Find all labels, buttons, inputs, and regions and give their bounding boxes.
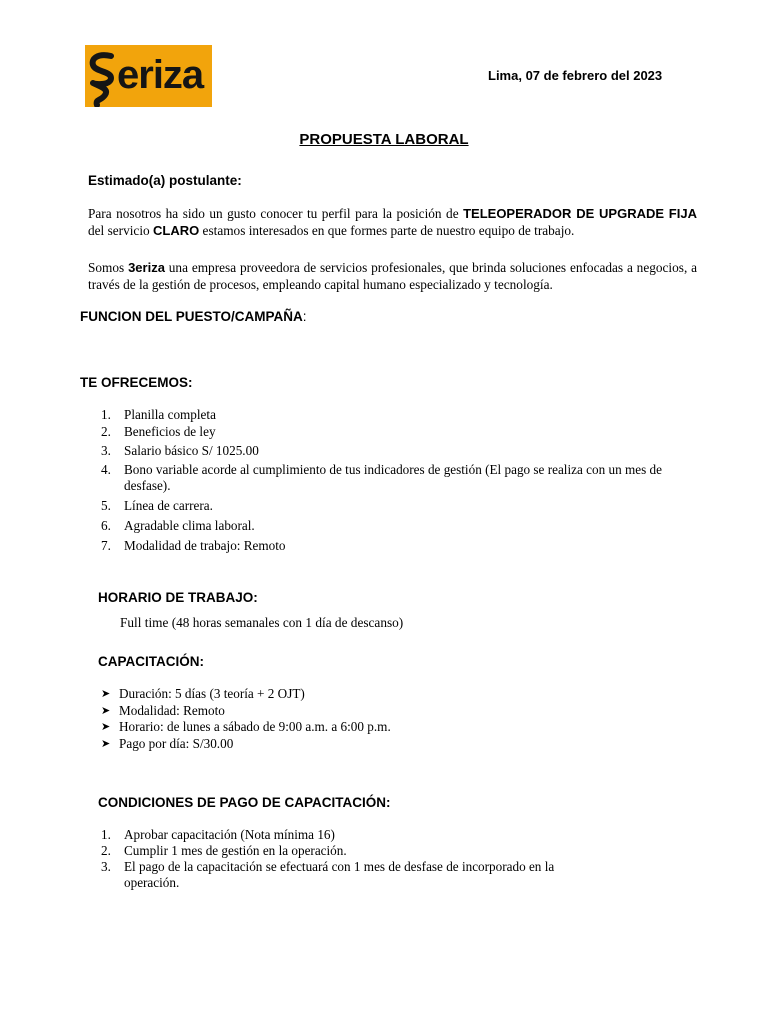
service-name: CLARO bbox=[153, 222, 200, 238]
greeting: Estimado(a) postulante: bbox=[88, 173, 242, 188]
logo-s-mark-icon bbox=[87, 45, 119, 107]
list-item: ➤ Horario: de lunes a sábado de 9:00 a.m. a 6:00 p.m. bbox=[101, 719, 391, 734]
intro-paragraph bbox=[88, 206, 697, 239]
benefits-list bbox=[88, 407, 698, 554]
about-paragraph bbox=[88, 260, 697, 293]
list-item: 3. Salario básico S/ 1025.00 bbox=[101, 443, 259, 458]
list-item: 3. El pago de la capacitación se efectuará con 1 mes de desfase de incorporado en la operación. bbox=[101, 859, 555, 890]
arrow-bullet-icon: ➤ bbox=[101, 688, 111, 700]
list-item: ➤ Duración: 5 días (3 teoría + 2 OJT) bbox=[101, 686, 305, 701]
funcion-heading-colon: : bbox=[302, 309, 307, 324]
list-item: 5. Línea de carrera. bbox=[101, 498, 213, 513]
arrow-bullet-icon: ➤ bbox=[101, 721, 111, 733]
list-item: 2. Cumplir 1 mes de gestión en la operación. bbox=[101, 843, 347, 858]
intro-text-2: del servicio bbox=[88, 222, 150, 238]
list-item: 6. Agradable clima laboral. bbox=[101, 518, 255, 533]
list-item: 1. Aprobar capacitación (Nota mínima 16) bbox=[101, 827, 335, 842]
list-item: ➤ Modalidad: Remoto bbox=[101, 702, 225, 718]
arrow-bullet-icon: ➤ bbox=[101, 737, 111, 750]
condiciones-heading: CONDICIONES DE PAGO DE CAPACITACIÓN: bbox=[98, 795, 391, 810]
horario-heading: HORARIO DE TRABAJO: bbox=[98, 590, 258, 605]
arrow-bullet-icon: ➤ bbox=[101, 704, 111, 717]
list-item: 7. Modalidad de trabajo: Remoto bbox=[101, 538, 286, 553]
list-item: 4. Bono variable acorde al cumplimiento de tus indicadores de gestión (El pago se realiza con un mes de desfase). bbox=[101, 462, 662, 493]
list-item: 2. Beneficios de ley bbox=[101, 424, 216, 439]
capacitacion-heading: CAPACITACIÓN: bbox=[98, 654, 204, 669]
list-item: 1. Planilla completa bbox=[101, 407, 216, 422]
ofrecemos-heading: TE OFRECEMOS: bbox=[80, 375, 193, 390]
logo-text: eriza bbox=[117, 53, 204, 97]
document-date: Lima, 07 de febrero del 2023 bbox=[488, 68, 663, 83]
company-logo bbox=[85, 45, 212, 107]
document-title: PROPUESTA LABORAL bbox=[299, 131, 469, 148]
list-item: ➤ Pago por día: S/30.00 bbox=[101, 735, 234, 751]
company-name: 3eriza bbox=[128, 260, 165, 275]
capacitacion-list bbox=[98, 686, 698, 752]
position-name: TELEOPERADOR DE UPGRADE FIJA bbox=[463, 206, 697, 221]
condiciones-list bbox=[88, 827, 588, 891]
horario-text: Full time (48 horas semanales con 1 día de descanso) bbox=[120, 615, 404, 630]
about-text-1: Somos bbox=[88, 260, 125, 275]
about-text-2: una empresa proveedora de servicios profesionales, que brinda soluciones enfocadas a negocios, a través de la gestión de procesos, empleando capital humano especializado y tecnología. bbox=[88, 260, 698, 292]
funcion-heading bbox=[80, 309, 307, 324]
funcion-heading-text: FUNCION DEL PUESTO/CAMPAÑA bbox=[80, 309, 303, 324]
intro-text-3: estamos interesados en que formes parte de nuestro equipo de trabajo. bbox=[202, 222, 575, 238]
intro-text-1: Para nosotros ha sido un gusto conocer tu perfil para la posición de bbox=[88, 206, 459, 221]
